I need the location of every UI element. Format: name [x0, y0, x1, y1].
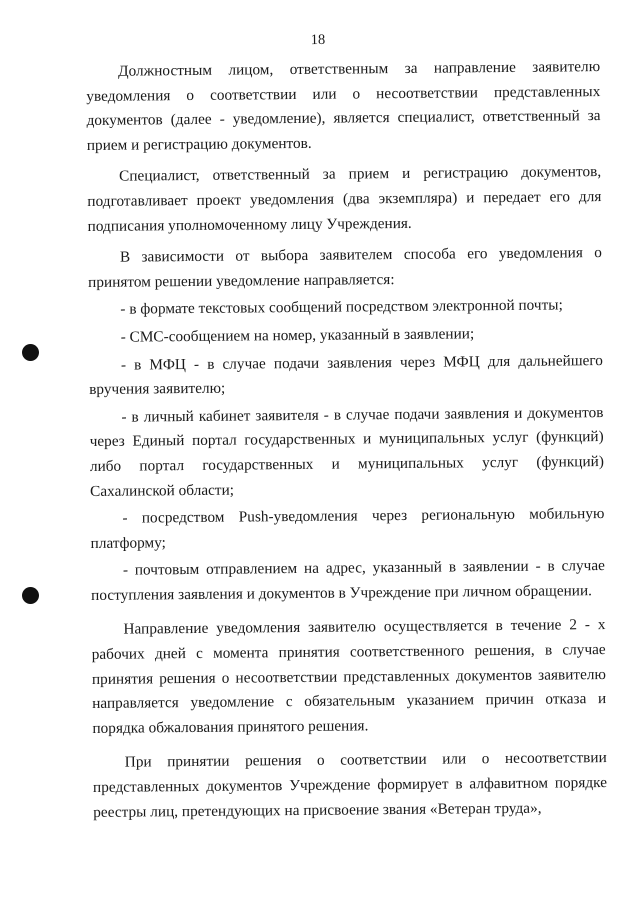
paragraph-notification-methods-intro: В зависимости от выбора заявителем способа его уведомления о принятом решении уведомление направляется: [88, 244, 602, 291]
paragraph-responsible-official: Должностным лицом, ответственным за направление заявителю уведомления о соответствии или о несоответствии представленных документов (далее - уведомление), является специалист, ответственный за прием и регистрацию документов. [86, 58, 601, 154]
paragraph-registry-formation: При принятии решения о соответствии или о несоответствии представленных документов Учреждение формирует в алфавитном порядке реестры лиц, претендующих на присвоение звания «Ветеран труда», [92, 749, 608, 821]
punch-hole-mark [22, 587, 39, 604]
list-item-postal: - почтовым отправлением на адрес, указанный в заявлении - в случае поступления заявления и документов в Учреждение при личном обращении. [91, 557, 605, 604]
list-item-mfc: - в МФЦ - в случае подачи заявления через МФЦ для дальнейшего вручения заявителю; [89, 351, 603, 399]
list-item-sms: - СМС-сообщением на номер, указанный в заявлении; [120, 325, 475, 346]
document-body [86, 55, 607, 832]
punch-hole-mark [22, 344, 39, 361]
list-item-personal-account: - в личный кабинет заявителя - в случае подачи заявления и документов через Единый портал государственных и муниципальных услуг (функций) либо портал государственных и муниципальных услуг (функций) Сахалинской области; [89, 403, 604, 500]
list-item-email: - в формате текстовых сообщений посредством электронной почты; [120, 296, 563, 319]
paragraph-notification-deadline: Направление уведомления заявителю осуществляется в течение 2 - х рабочих дней с момента принятия соответственного решения, в случае принятия решения о несоответствии представленных документов заявителю направляется уведомление с обязательным указанием причин отказа и порядка обжалования принятого решения. [91, 616, 607, 737]
paragraph-specialist-prepares: Специалист, ответственный за прием и регистрацию документов, подготавливает проект уведомления (два экземпляра) и передает его для подписания уполномоченному лицу Учреждения. [87, 163, 602, 235]
list-item-push: - посредством Push-уведомления через региональную мобильную платформу; [90, 505, 605, 552]
page-number: 18 [310, 31, 326, 49]
